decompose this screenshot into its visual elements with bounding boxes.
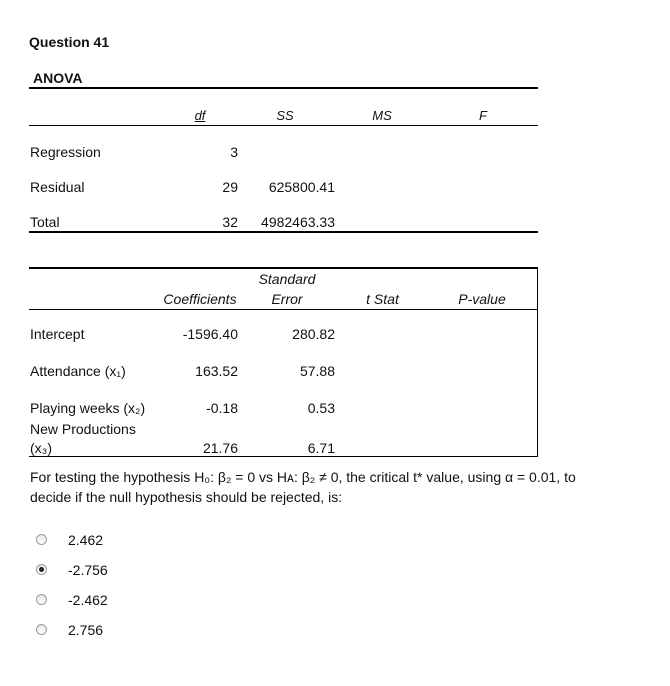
answer-option[interactable] <box>30 620 230 642</box>
anova-row-df: 3 <box>230 144 238 160</box>
coef-row-coef: 163.52 <box>195 363 238 379</box>
coef-header-pvalue: P-value <box>458 291 506 307</box>
anova-row-label: Regression <box>30 144 101 160</box>
radio-selected-dot <box>39 567 44 572</box>
anova-header-ss: SS <box>276 108 294 123</box>
coef-header-coefficients: Coefficients <box>163 291 237 307</box>
answer-option-label: -2.462 <box>68 592 108 608</box>
coef-row-label: Playing weeks (x₂) <box>30 400 146 416</box>
anova-title: ANOVA <box>33 70 83 86</box>
coef-row-coef: -1596.40 <box>182 326 238 342</box>
anova-row-label: Total <box>30 214 60 230</box>
radio-button[interactable] <box>36 534 47 545</box>
coef-row-se: 280.82 <box>292 326 335 342</box>
anova-row-ss: 4982463.33 <box>261 214 335 230</box>
coef-row-label: New Productions <box>30 421 136 437</box>
coef-header-tstat: t Stat <box>366 291 399 307</box>
question-title: Question 41 <box>29 34 110 50</box>
coef-row-label: Attendance (x₁) <box>30 363 126 379</box>
coef-row-label: Intercept <box>30 326 85 342</box>
coef-header-rule <box>29 309 538 310</box>
coef-right-border <box>537 267 538 457</box>
anova-header-rule <box>29 125 538 126</box>
anova-row-label: Residual <box>30 179 85 195</box>
answer-option[interactable] <box>30 530 230 552</box>
coef-header-std1: Standard <box>258 271 316 287</box>
anova-top-rule <box>29 87 538 89</box>
answer-option-label: 2.756 <box>68 622 104 638</box>
answer-option-label: 2.462 <box>68 532 104 548</box>
coef-header-std2: Error <box>271 291 303 307</box>
coef-row-se: 0.53 <box>307 400 335 416</box>
radio-button[interactable] <box>36 594 47 605</box>
anova-header-ms: MS <box>372 108 392 123</box>
radio-button-selected[interactable] <box>36 564 47 575</box>
coef-row-se: 6.71 <box>307 440 335 456</box>
radio-button[interactable] <box>36 624 47 635</box>
question-text-line2: decide if the null hypothesis should be rejected, is: <box>30 489 343 505</box>
answer-option-label: -2.756 <box>68 562 108 578</box>
coef-row-coef: 21.76 <box>202 440 238 456</box>
coef-bottom-rule <box>29 456 538 457</box>
anova-header-f: F <box>479 108 487 123</box>
anova-bottom-rule <box>29 231 538 233</box>
question-text-line1: For testing the hypothesis H₀: β₂ = 0 vs Hᴀ: β₂ ≠ 0, the critical t* value, using α = 0.01, to <box>30 469 576 485</box>
anova-row-df: 29 <box>222 179 238 195</box>
coef-row-coef: -0.18 <box>206 400 238 416</box>
answer-option[interactable] <box>30 590 230 612</box>
coef-row-label: (x₃) <box>30 440 53 456</box>
coef-row-se: 57.88 <box>299 363 335 379</box>
anova-header-df: df <box>194 108 206 123</box>
anova-row-df: 32 <box>222 214 238 230</box>
answer-option[interactable] <box>30 560 230 582</box>
anova-row-ss: 625800.41 <box>268 179 335 195</box>
coef-top-rule <box>29 267 538 269</box>
